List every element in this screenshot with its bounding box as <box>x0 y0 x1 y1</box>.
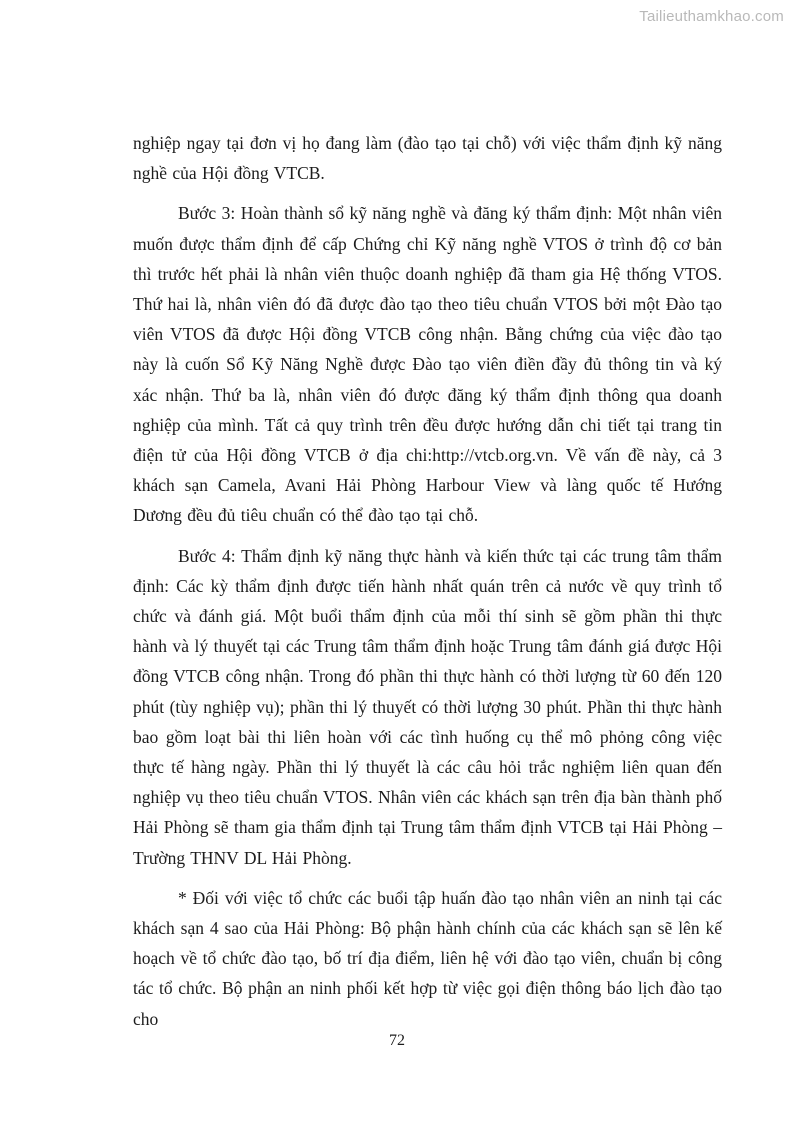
watermark: Tailieuthamkhao.com <box>639 8 784 25</box>
paragraph: nghiệp ngay tại đơn vị họ đang làm (đào tạo tại chỗ) với việc thẩm định kỹ năng nghề của Hội đồng VTCB. <box>133 133 722 184</box>
paragraph: Bước 3: Hoàn thành sổ kỹ năng nghề và đăng ký thẩm định: Một nhân viên muốn được thẩm định để cấp Chứng chỉ Kỹ năng nghề VTOS ở trình độ cơ bản thì trước hết phải là nhân viên thuộc doanh nghiệp đã tham gia Hệ thống VTOS. Thứ hai là, nhân viên đó đã được đào tạo theo tiêu chuẩn VTOS bởi một Đào tạo viên VTOS đã được Hội đồng VTCB công nhận. Bằng chứng của việc đào tạo này là cuốn Sổ Kỹ Năng Nghề được Đào tạo viên điền đầy đủ thông tin và ký xác nhận. Thứ ba là, nhân viên đó được đăng ký thẩm định thông qua doanh nghiệp của mình. Tất cả quy trình trên đều được hướng dẫn chi tiết tại trang tin điện tử của Hội đồng VTCB ở địa chi:http://vtcb.org.vn. Về vấn đề này, cả 3 khách sạn Camela, Avani Hải Phòng Harbour View và làng quốc tế Hướng Dương đều đủ tiêu chuẩn có thể đào tạo tại chỗ. <box>133 203 722 526</box>
page-number: 72 <box>389 1032 405 1049</box>
paragraph: * Đối với việc tổ chức các buổi tập huấn đào tạo nhân viên an ninh tại các khách sạn 4 sao của Hải Phòng: Bộ phận hành chính của các khách sạn sẽ lên kế hoạch về tổ chức đào tạo, bố trí địa điểm, liên hệ với đào tạo viên, chuẩn bị công tác tổ chức. Bộ phận an ninh phối kết hợp từ việc gọi điện thông báo lịch đào tạo cho <box>133 887 722 1029</box>
paragraph: Bước 4: Thẩm định kỹ năng thực hành và kiến thức tại các trung tâm thẩm định: Các kỳ thẩm định được tiến hành nhất quán trên cả nước về quy trình tổ chức và đánh giá. Một buổi thẩm định của mỗi thí sinh sẽ gồm phần thi thực hành và lý thuyết tại các Trung tâm thẩm định hoặc Trung tâm đánh giá được Hội đồng VTCB công nhận. Trong đó phần thi thực hành có thời lượng từ 60 đến 120 phút (tùy nghiệp vụ); phần thi lý thuyết có thời lượng 30 phút. Phần thi thực hành bao gồm loạt bài thi liên hoàn với các tình huống cụ thể mô phỏng công việc thực tế hàng ngày. Phần thi lý thuyết là các câu hỏi trắc nghiệm liên quan đến nghiệp vụ theo tiêu chuẩn VTOS. Nhân viên các khách sạn trên địa bàn thành phố Hải Phòng sẽ tham gia thẩm định tại Trung tâm thẩm định VTCB tại Hải Phòng – Trường THNV DL Hải Phòng. <box>133 545 722 868</box>
page-body <box>133 128 722 1044</box>
